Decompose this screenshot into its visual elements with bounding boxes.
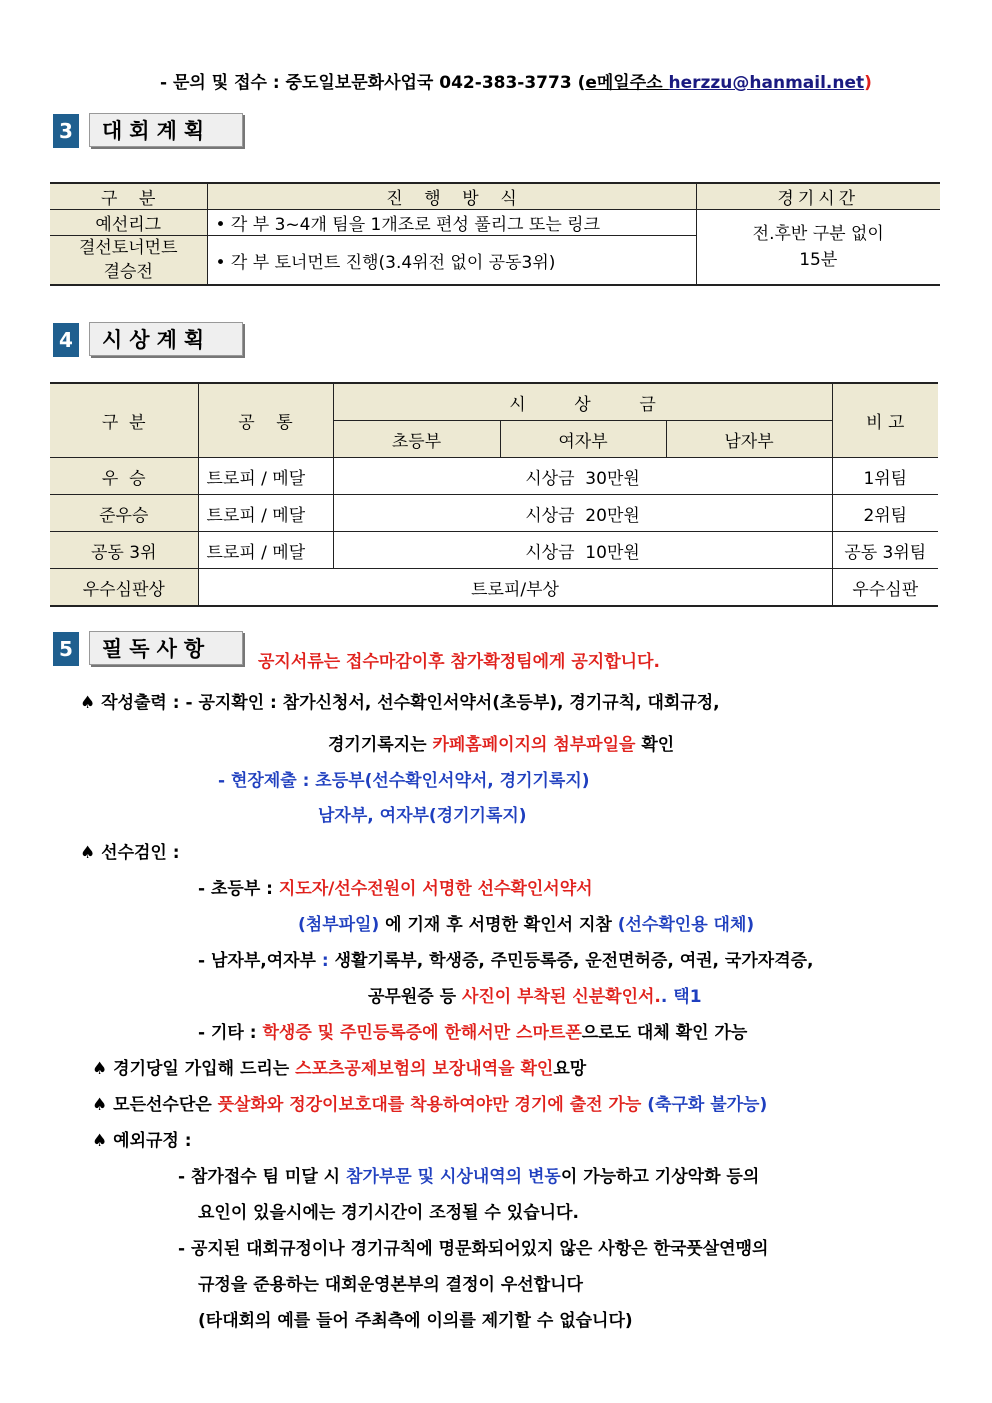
text: 으로도 대체 확인 가능 bbox=[581, 1023, 748, 1043]
highlight: 지도자/선수전원이 서명한 선수확인서약서 bbox=[278, 879, 593, 899]
line-onsite-submit: - 현장제출 : 초등부(선수확인서약서, 경기기록지) bbox=[218, 771, 590, 791]
text: - 참가접수 팀 미달 시 bbox=[178, 1167, 347, 1187]
highlight: 참가부문 및 시상내역의 변동 bbox=[346, 1167, 561, 1187]
text: 생활기록부, 학생증, 주민등록증, 운전면허증, 여권, 국가자격증, bbox=[334, 951, 814, 971]
awards-row-category: 준우승 bbox=[50, 495, 198, 532]
line-id-documents bbox=[368, 982, 702, 1007]
section-4-title: 시상계획 bbox=[89, 322, 243, 356]
section-5-title: 필독사항 bbox=[89, 631, 243, 665]
line-record-sheet bbox=[328, 730, 674, 755]
text: - 기타 : bbox=[198, 1023, 263, 1043]
schedule-header-time: 경기시간 bbox=[696, 183, 940, 210]
schedule-header-category: 구 분 bbox=[50, 183, 207, 210]
highlight: 풋살화와 정강이보호대를 착용하여야만 경기에 출전 가능 bbox=[217, 1095, 642, 1115]
awards-row-note: 2위팀 bbox=[832, 495, 938, 532]
text: 에 기재 후 서명한 확인서 지참 bbox=[379, 915, 618, 935]
highlight: 카페홈페이지의 첨부파일을 bbox=[432, 735, 636, 755]
awards-row-prize: 트로피/부상 bbox=[198, 569, 832, 607]
highlight: . 택1 bbox=[660, 987, 702, 1007]
highlight: : bbox=[321, 951, 335, 971]
line-exception-1b: 요인이 있을시에는 경기시간이 조정될 수 있습니다. bbox=[198, 1203, 579, 1223]
contact-line bbox=[160, 68, 872, 93]
item-writing-output: ♠ 작성출력 : - 공지확인 : 참가신청서, 선수확인서약서(초등부), 경기규칙, 대회규정, bbox=[80, 693, 720, 713]
contact-email-link[interactable]: herzzu@hanmail.net bbox=[668, 73, 865, 93]
line-exception-2c: (타대회의 예를 들어 주최측에 이의를 제기할 수 없습니다) bbox=[198, 1311, 633, 1331]
highlight: (첨부파일) bbox=[298, 915, 380, 935]
schedule-header-method: 진 행 방 식 bbox=[207, 183, 696, 210]
text: 이 가능하고 기상악화 등의 bbox=[560, 1167, 760, 1187]
line-attachment bbox=[298, 910, 754, 935]
text: 확인 bbox=[635, 735, 675, 755]
awards-subheader: 여자부 bbox=[500, 421, 666, 458]
contact-close: ) bbox=[864, 73, 872, 93]
line-exception-1 bbox=[178, 1162, 759, 1187]
section-5-notice: 공지서류는 접수마감이후 참가확정팀에게 공지합니다. bbox=[258, 652, 660, 672]
line-men-women bbox=[198, 946, 814, 971]
highlight: 스포츠공제보험의 보장내역을 확인 bbox=[295, 1059, 554, 1079]
awards-table bbox=[50, 382, 938, 607]
line-exception-2b: 규정을 준용하는 대회운영본부의 결정이 우선합니다 bbox=[198, 1275, 583, 1295]
awards-row-prize: 시상금 20만원 bbox=[333, 495, 832, 532]
awards-row-common: 트로피 / 메달 bbox=[198, 458, 333, 495]
line-onsite-submit-2: 남자부, 여자부(경기기록지) bbox=[318, 806, 527, 826]
awards-subheader: 초등부 bbox=[333, 421, 500, 458]
awards-row-common: 트로피 / 메달 bbox=[198, 532, 333, 569]
schedule-row-category: 결선토너먼트 결승전 bbox=[50, 236, 207, 286]
text: ♠ 모든선수단은 bbox=[92, 1095, 218, 1115]
schedule-time: 전.후반 구분 없이 15분 bbox=[696, 210, 940, 286]
awards-row-category: 공동 3위 bbox=[50, 532, 198, 569]
section-4-number: 4 bbox=[53, 323, 79, 357]
item-exceptions: ♠ 예외규정 : bbox=[92, 1131, 192, 1151]
line-elementary bbox=[198, 874, 593, 899]
awards-header-note: 비 고 bbox=[832, 383, 938, 458]
schedule-row-category: 예선리그 bbox=[50, 210, 207, 236]
highlight: 학생증 및 주민등록증에 한해서만 스마트폰 bbox=[262, 1023, 582, 1043]
item-equipment bbox=[92, 1090, 767, 1115]
section-5-number: 5 bbox=[53, 632, 79, 666]
contact-prefix: - 문의 및 접수 : 중도일보문화사업국 042-383-3773 ( bbox=[160, 73, 586, 93]
section-3-number: 3 bbox=[53, 114, 79, 148]
awards-header-prize: 시 상 금 bbox=[333, 383, 832, 421]
schedule-row-method: • 각 부 토너먼트 진행(3.4위전 없이 공동3위) bbox=[207, 236, 696, 286]
highlight: 사진이 부착된 신분확인서. bbox=[461, 987, 661, 1007]
awards-header-category: 구 분 bbox=[50, 383, 198, 458]
text: 공무원증 등 bbox=[368, 987, 462, 1007]
line-other bbox=[198, 1018, 747, 1043]
awards-row-note: 1위팀 bbox=[832, 458, 938, 495]
awards-row-note: 우수심판 bbox=[832, 569, 938, 607]
contact-email-label: e메일주소 bbox=[585, 73, 669, 93]
awards-header-common: 공 통 bbox=[198, 383, 333, 458]
text: - 남자부,여자부 bbox=[198, 951, 322, 971]
awards-row-prize: 시상금 30만원 bbox=[333, 458, 832, 495]
highlight: (축구화 불가능) bbox=[641, 1095, 768, 1115]
schedule-row-method: • 각 부 3~4개 팀을 1개조로 편성 풀리그 또는 링크 bbox=[207, 210, 696, 236]
text: - 초등부 : bbox=[198, 879, 279, 899]
schedule-table bbox=[50, 182, 940, 286]
awards-row-note: 공동 3위팀 bbox=[832, 532, 938, 569]
section-3-title: 대회계획 bbox=[89, 113, 243, 147]
awards-row-common: 트로피 / 메달 bbox=[198, 495, 333, 532]
line-exception-2: - 공지된 대회규정이나 경기규칙에 명문화되어있지 않은 사항은 한국풋살연맹의 bbox=[178, 1239, 769, 1259]
highlight: (선수확인용 대체) bbox=[617, 915, 755, 935]
item-player-check: ♠ 선수검인 : bbox=[80, 843, 180, 863]
text: ♠ 경기당일 가입해 드리는 bbox=[92, 1059, 296, 1079]
item-insurance bbox=[92, 1054, 586, 1079]
text: 요망 bbox=[553, 1059, 587, 1079]
awards-subheader: 남자부 bbox=[666, 421, 832, 458]
awards-row-category: 우 승 bbox=[50, 458, 198, 495]
awards-row-prize: 시상금 10만원 bbox=[333, 532, 832, 569]
awards-row-category: 우수심판상 bbox=[50, 569, 198, 607]
text: 경기기록지는 bbox=[328, 735, 433, 755]
